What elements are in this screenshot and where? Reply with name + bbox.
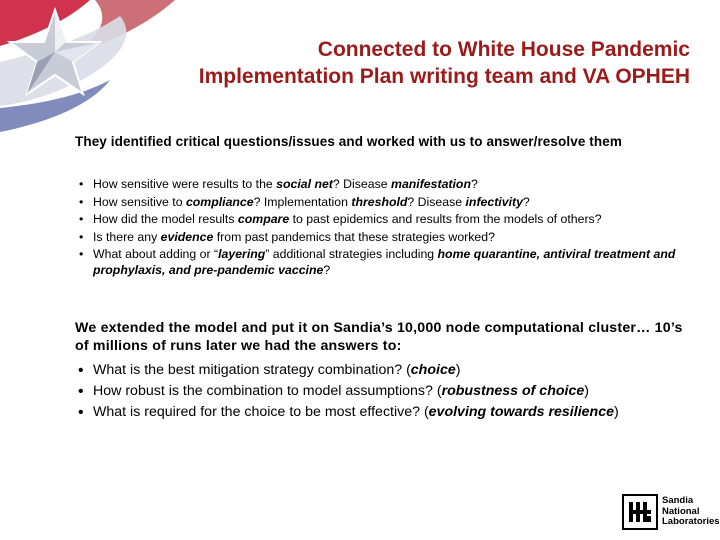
item-emphasis: evolving towards resilience <box>428 404 614 420</box>
item-text: ” additional strategies including <box>265 247 438 261</box>
slide-title <box>90 36 690 90</box>
item-text: ? <box>323 262 331 277</box>
item-text: What is the best mitigation strategy combination? ( <box>93 362 411 378</box>
list-item <box>76 195 676 211</box>
bullet-icon: • <box>79 229 84 244</box>
item-emphasis: infectivity <box>465 194 523 209</box>
bullet-icon: • <box>79 212 84 226</box>
item-text: How sensitive were results to the <box>93 177 277 191</box>
item-text: How did the model results <box>93 212 238 226</box>
item-emphasis: social net <box>276 177 333 191</box>
item-emphasis: home quarantine, antiviral treatment and prophylaxis, and pre-pandemic vaccine <box>93 247 676 277</box>
item-text: How sensitive to <box>93 194 186 209</box>
list-item <box>76 404 696 421</box>
logo-line-1: Sandia <box>662 495 694 506</box>
bullet-icon: • <box>79 177 84 191</box>
item-text: ? <box>470 177 478 191</box>
item-text: ? <box>522 194 530 209</box>
list-item <box>76 383 696 400</box>
list-item <box>76 247 676 278</box>
item-emphasis: threshold <box>351 194 408 209</box>
item-emphasis: choice <box>410 362 456 378</box>
logo-line-3: Laboratories <box>662 516 720 527</box>
section-1-list <box>76 177 676 280</box>
item-text: ) <box>613 404 619 420</box>
bullet-icon: • <box>79 247 84 261</box>
list-item <box>76 177 676 193</box>
section-1-heading: They identified critical questions/issues and worked with us to answer/resolve them <box>75 134 622 149</box>
item-emphasis: layering <box>218 247 266 261</box>
bullet-icon: • <box>78 383 84 400</box>
section-2-heading: We extended the model and put it on Sandia’s 10,000 node computational cluster… 10’s of millions of runs later we had the answers to: <box>75 320 683 354</box>
item-text: ? Disease <box>332 177 392 191</box>
list-item <box>76 230 676 246</box>
item-text: to past epidemics and results from the models of others? <box>289 212 602 226</box>
section-2-list <box>76 362 696 425</box>
item-text: ? Implementation <box>253 194 352 209</box>
title-line-1: Connected to White House Pandemic <box>317 38 690 61</box>
item-emphasis: manifestation <box>391 177 471 191</box>
item-text: What is required for the choice to be most effective? ( <box>93 404 429 420</box>
list-item <box>76 212 676 228</box>
title-line-2: Implementation Plan writing team and VA OPHEH <box>198 65 690 88</box>
bullet-icon: • <box>78 404 84 421</box>
item-text: from past pandemics that these strategies worked? <box>213 229 495 244</box>
item-text: What about adding or “ <box>93 247 219 261</box>
item-text: ) <box>455 362 461 378</box>
bullet-icon: • <box>79 194 84 209</box>
item-text: How robust is the combination to model assumptions? ( <box>93 383 442 399</box>
list-item <box>76 362 696 379</box>
logo-wordmark <box>662 496 720 528</box>
item-text: ) <box>584 383 589 399</box>
bullet-icon: • <box>78 362 84 379</box>
thunderbird-logo-icon <box>622 494 658 530</box>
item-text: Is there any <box>93 229 161 244</box>
item-emphasis: compare <box>237 212 290 226</box>
item-emphasis: robustness of choice <box>441 383 585 399</box>
item-emphasis: evidence <box>160 229 214 244</box>
logo-line-2: National <box>662 505 700 517</box>
sandia-logo <box>622 494 720 534</box>
item-text: ? Disease <box>407 194 466 209</box>
item-emphasis: compliance <box>185 194 254 209</box>
